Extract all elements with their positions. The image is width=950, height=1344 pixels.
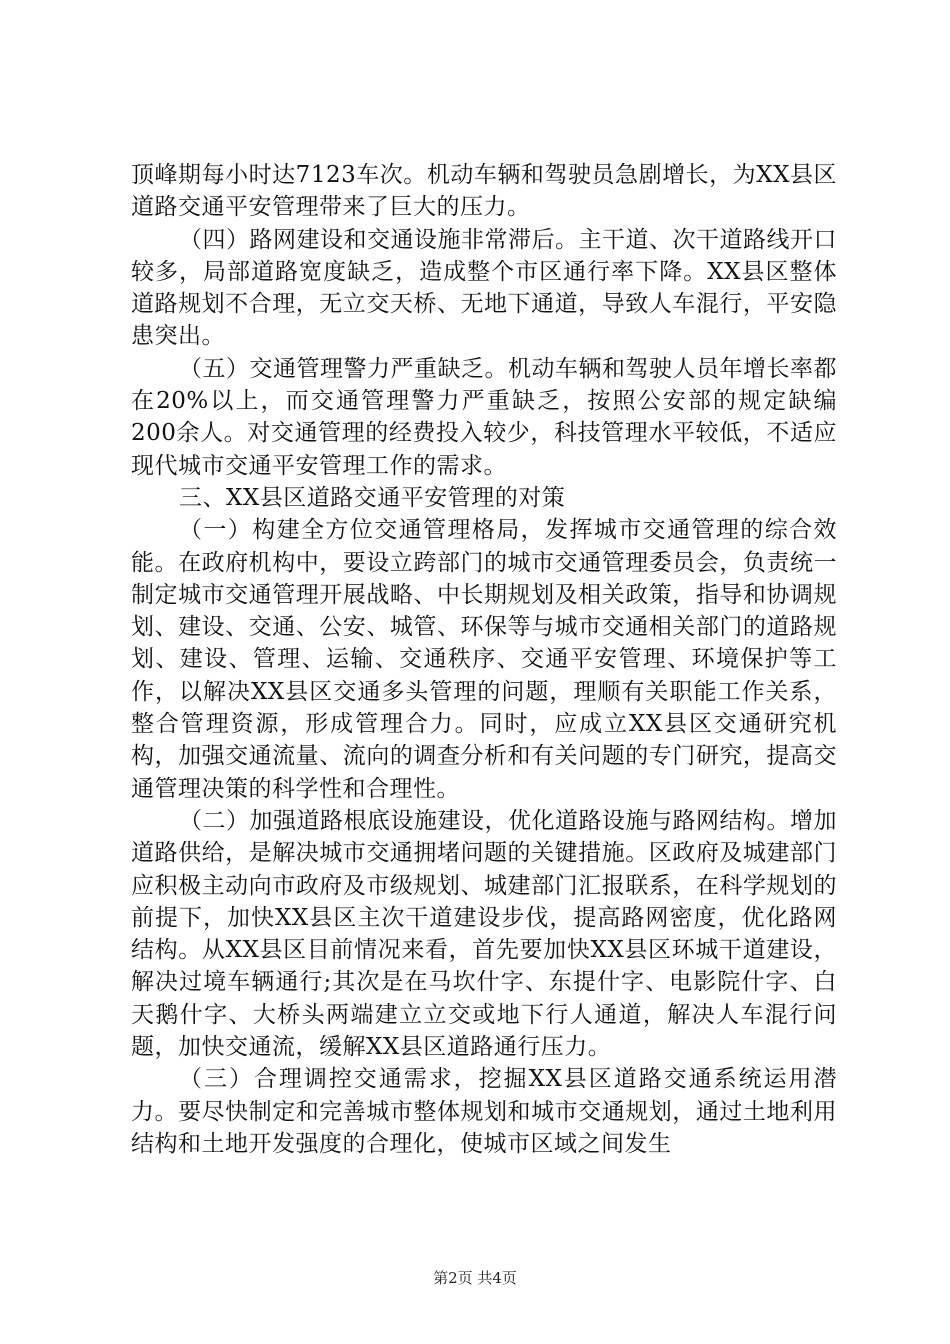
paragraph-demand-control: （三）合理调控交通需求，挖掘XX县区道路交通系统运用潜力。要尽快制定和完善城市整体规划和城市交通规划，通过土地利用结构和土地开发强度的合理化，使城市区域之间发生 <box>131 1066 837 1157</box>
paragraph-infrastructure: （二）加强道路根底设施建设，优化道路设施与路网结构。增加道路供给，是解决城市交通拥堵问题的关键措施。区政府及城建部门应积极主动向市政府及市级规划、城建部门汇报联系，在科学规划的前提下，加快XX县区主次干道建设步伐，提高路网密度，优化路网结构。从XX县区目前情况来看，首先要加快XX县区环城干道建设，解决过境车辆通行;其次是在马坎什字、东提什字、电影院什字、白天鹅什字、大桥头两端建立立交或地下行人通道，解决人车混行问题，加快交通流，缓解XX县区道路通行压力。 <box>131 807 837 1061</box>
section-heading-countermeasures: 三、XX县区道路交通平安管理的对策 <box>179 484 566 511</box>
paragraph-management-pattern: （一）构建全方位交通管理格局，发挥城市交通管理的综合效能。在政府机构中，要设立跨部门的城市交通管理委员会，负责统一制定城市交通管理开展战略、中长期规划及相关政策，指导和协调规划、建设、交通、公安、城管、环保等与城市交通相关部门的道路规划、建设、管理、运输、交通秩序、交通平安管理、环境保护等工作，以解决XX县区交通多头管理的问题，理顺有关职能工作关系，整合管理资源，形成管理合力。同时，应成立XX县区交通研究机构，加强交通流量、流向的调查分析和有关问题的专门研究，提高交通管理决策的科学性和合理性。 <box>131 517 837 802</box>
paragraph-continuation: 顶峰期每小时达7123车次。机动车辆和驾驶员急剧增长，为XX县区道路交通平安管理带来了巨大的压力。 <box>131 162 837 221</box>
page-footer: 第2页 共4页 <box>433 1269 517 1287</box>
paragraph-road-network: （四）路网建设和交通设施非常滞后。主干道、次干道路线开口较多，局部道路宽度缺乏，造成整个市区通行率下降。XX县区整体道路规划不合理，无立交天桥、无地下通道，导致人车混行，平安隐患突出。 <box>131 226 837 350</box>
paragraph-police-shortage: （五）交通管理警力严重缺乏。机动车辆和驾驶人员年增长率都在20%以上，而交通管理警力严重缺乏，按照公安部的规定缺编200余人。对交通管理的经费投入较少，科技管理水平较低，不适应现代城市交通平安管理工作的需求。 <box>131 355 837 479</box>
document-body <box>131 159 837 1160</box>
